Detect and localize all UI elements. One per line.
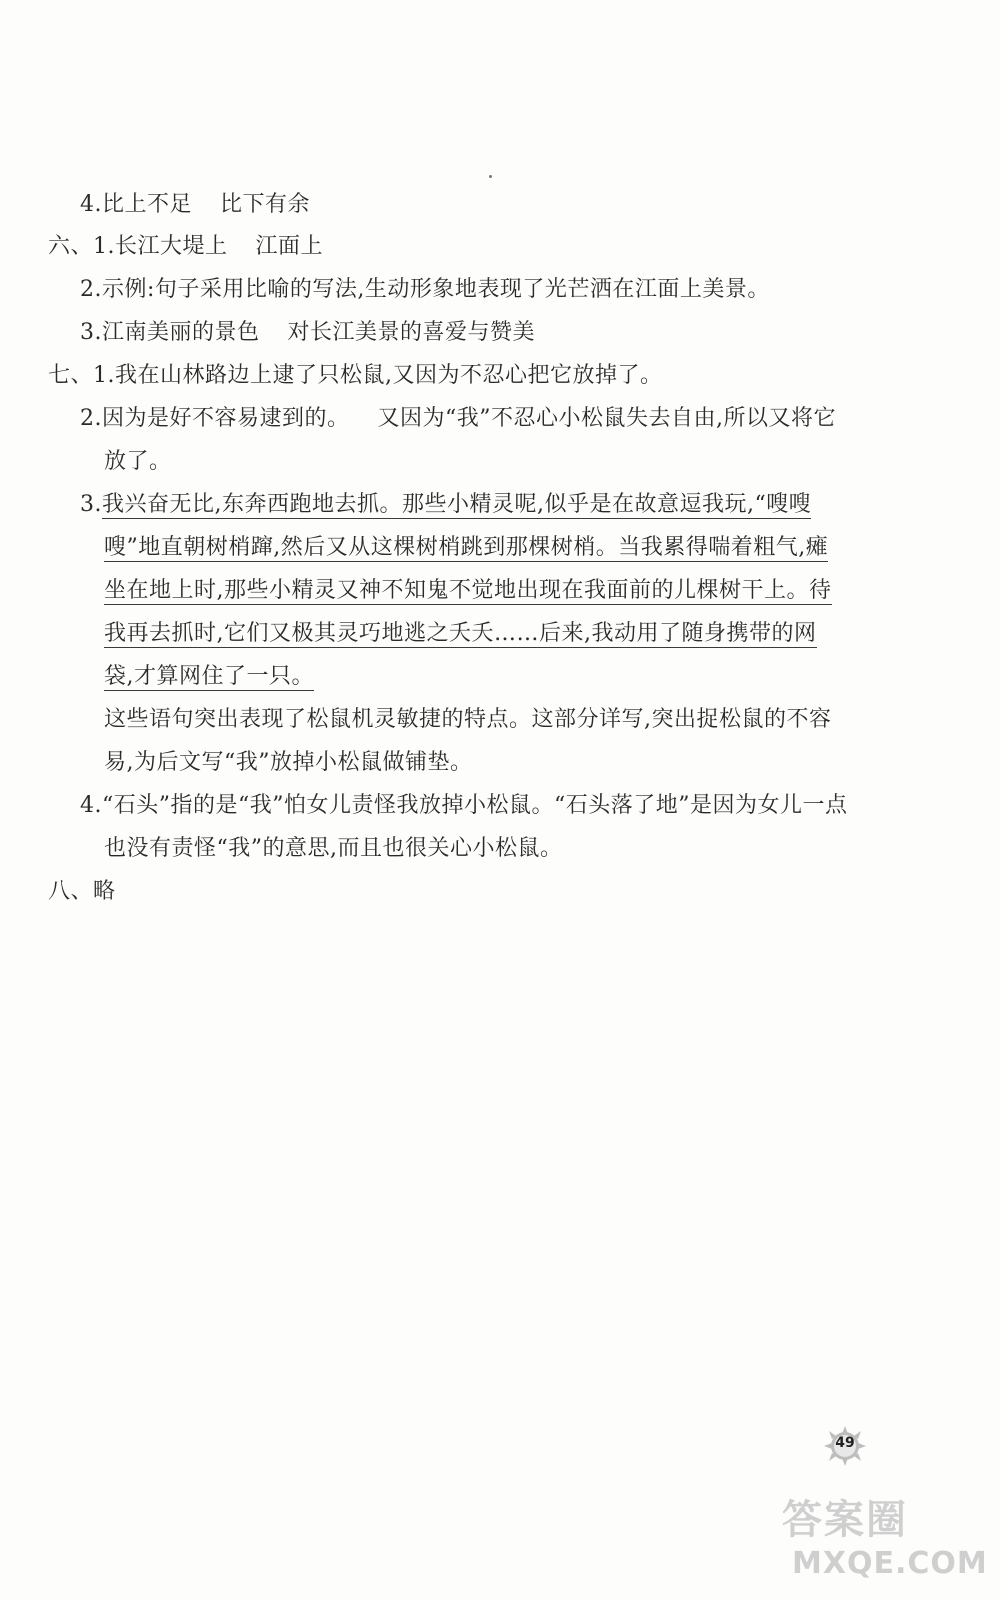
underlined-line-1: 3.我兴奋无比,东奔西跑地去抓。那些小精灵呢,似乎是在故意逗我玩,“嗖嗖: [80, 492, 812, 517]
section-7-line-4-cont: 也没有责怪“我”的意思,而且也很关心小松鼠。: [104, 836, 563, 861]
section-7-line-4: 4.“石头”指的是“我”怕女儿责怪我放掉小松鼠。“石头落了地”是因为女儿一点: [80, 793, 848, 818]
answer-line-4: 4.比上不足 比下有余: [80, 192, 311, 217]
underlined-line-5: 袋,才算网住了一只。: [104, 664, 314, 689]
section-7-line-2: 2.因为是好不容易逮到的。 又因为“我”不忍心小松鼠失去自由,所以又将它: [80, 406, 836, 431]
page-number: 49: [835, 1435, 855, 1451]
section-7-line-2-cont: 放了。: [104, 449, 172, 474]
underlined-line-4: 我再去抓时,它们又极其灵巧地逃之夭夭……后来,我动用了随身携带的网: [104, 621, 817, 646]
page-number-badge: [822, 1426, 868, 1466]
section-8-line: 八、略: [48, 879, 116, 904]
section-7-line-1: 七、1.我在山林路边上逮了只松鼠,又因为不忍心把它放掉了。: [48, 363, 663, 388]
section-6-line-3: 3.江南美丽的景色 对长江美景的喜爱与赞美: [80, 320, 536, 345]
section-6-line-2: 2.示例:句子采用比喻的写法,生动形象地表现了光芒洒在江面上美景。: [80, 277, 770, 302]
section-6-line-1: 六、1.长江大堤上 江面上: [48, 234, 324, 259]
explanation-line-1: 这些语句突出表现了松鼠机灵敏捷的特点。这部分详写,突出捉松鼠的不容: [104, 707, 832, 732]
underlined-line-3: 坐在地上时,那些小精灵又神不知鬼不觉地出现在我面前的儿棵树干上。待: [104, 578, 832, 603]
explanation-line-2: 易,为后文写“我”放掉小松鼠做铺垫。: [104, 750, 473, 775]
watermark-logo: [782, 1488, 988, 1592]
watermark-text: 答案圈: [782, 1497, 908, 1543]
watermark-url: MXQE.COM: [792, 1546, 988, 1581]
page-dot: [489, 175, 492, 178]
underlined-line-2: 嗖”地直朝树梢蹿,然后又从这棵树梢跳到那棵树梢。当我累得喘着粗气,瘫: [104, 535, 829, 560]
